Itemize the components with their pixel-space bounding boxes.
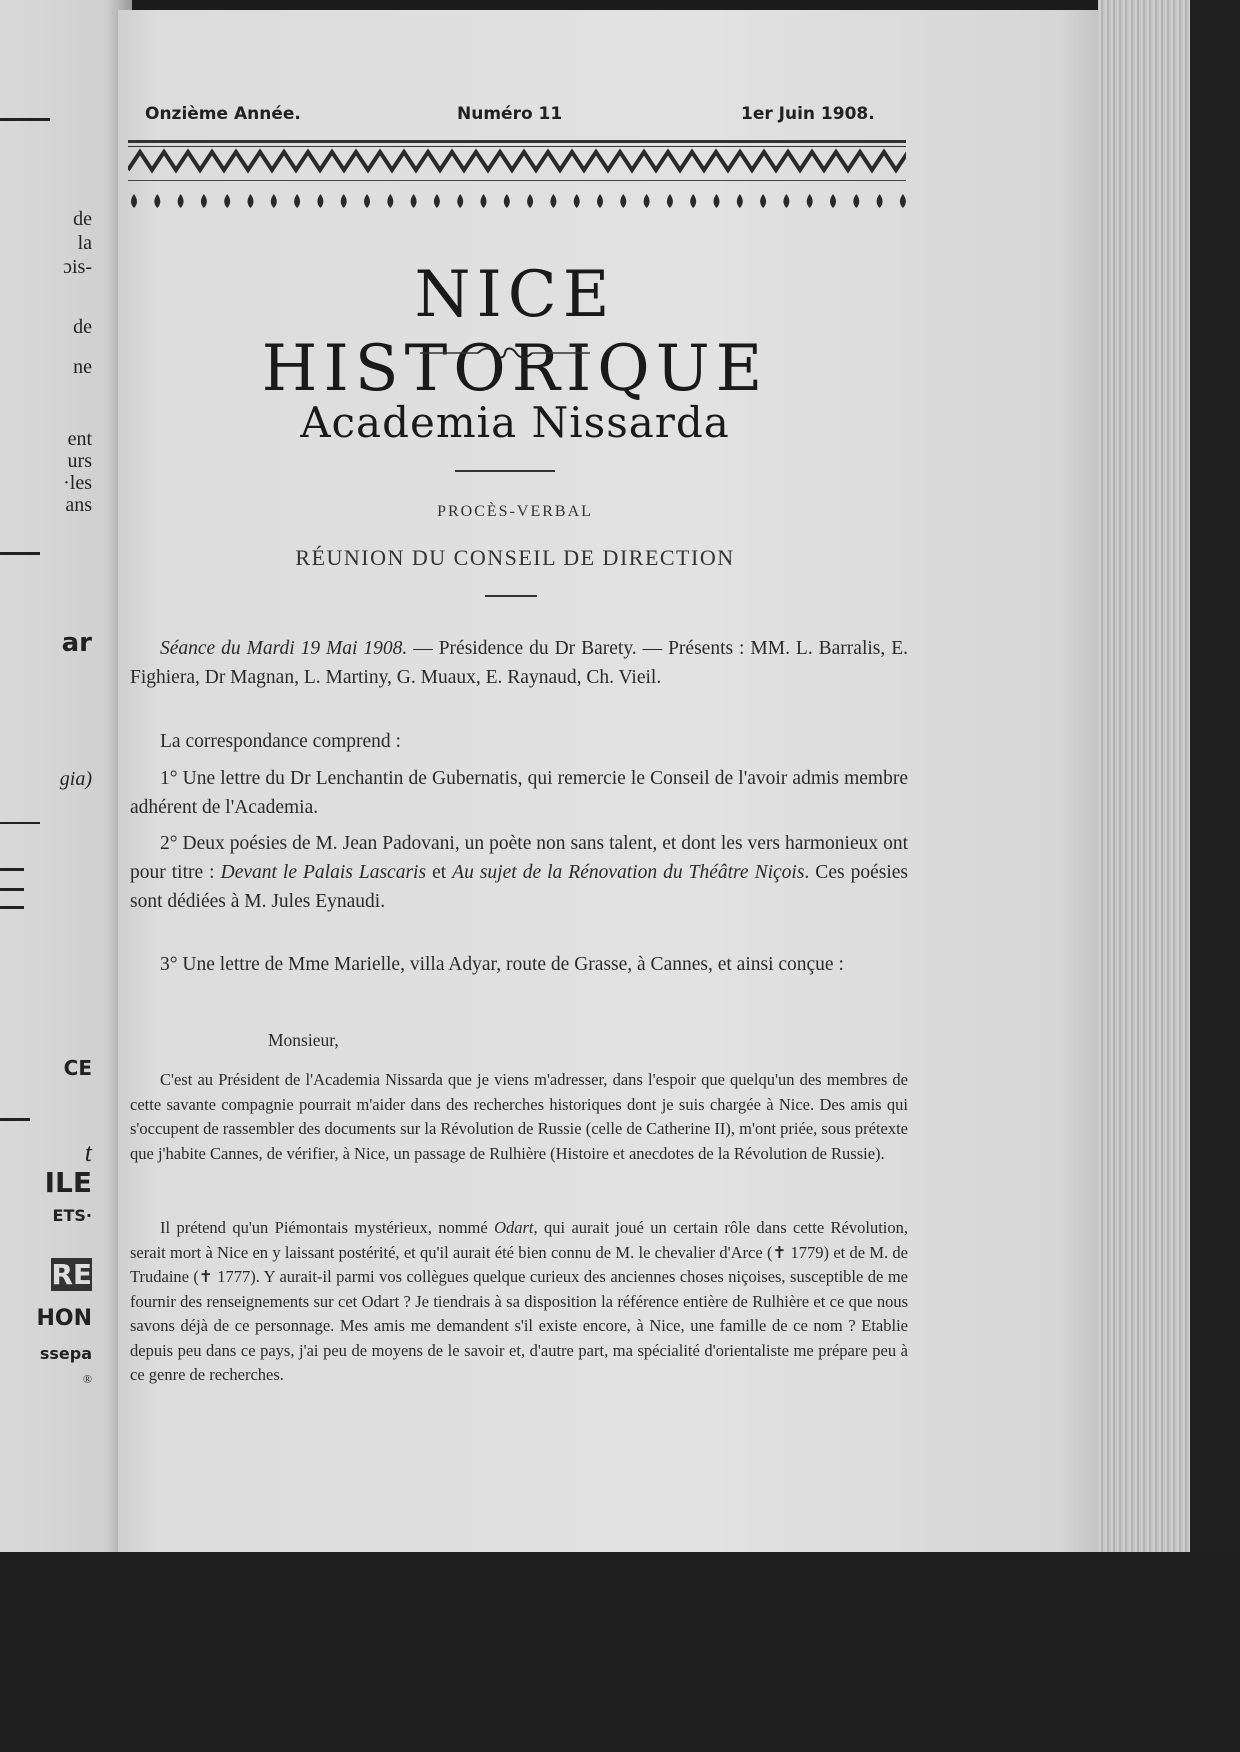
- scan-background: [0, 1552, 1240, 1752]
- drop-motif: [714, 194, 720, 208]
- section-title: Academia Nissarda: [300, 398, 730, 447]
- left-page-word: ɔis-: [63, 256, 92, 278]
- left-page-word: ent: [67, 428, 92, 450]
- drop-motif: [341, 194, 347, 208]
- left-page-word: ssepa: [39, 1344, 92, 1363]
- left-page-rule: [0, 906, 24, 909]
- drop-motif: [387, 194, 393, 208]
- drop-motif: [271, 194, 277, 208]
- left-page-word: ans: [65, 494, 92, 516]
- meeting-rule: [485, 595, 537, 597]
- left-page-word: ETS·: [52, 1206, 92, 1225]
- drop-motif: [178, 194, 184, 208]
- book-binding: [1190, 0, 1240, 1752]
- letter-text: , qui aurait joué un certain rôle dans cette Révolution, serait mort à Nice en y laissant postérité, et qu'il aurait été bien connu de M. le chevalier d'Arce (✝ 1779) et de M. de Trudaine (✝ 1777). Y aurait-il parmi vos collègues quelque curieux des anciennes choses niçoises, susceptible de me fournir des renseignements sur cet Odart ? Je tiendrais à sa disposition la référence entière de Rulhière et ce que nous savons déjà de ce personnage. Mes amis me demandent s'il existe encore, à Nice, une famille de ce nom ? Etablie depuis peu dans ce pays, j'ai peu de moyens de le savoir et, d'autre part, ma spécialité d'orientaliste me prépare peu à ce genre de recherches.: [130, 1218, 908, 1384]
- letter-paragraph-1: C'est au Président de l'Academia Nissarda que je viens m'adresser, dans l'espoir que quelqu'un des membres de cette savante compagnie pourrait m'aider dans des recherches historiques dont je suis chargée à Nice. Des amis qui s'occupent de rassembler des documents sur la Révolution de Russie (celle de Catherine II), m'ont priée, sous prétexte que j'habite Cannes, de vérifier, à Nice, un passage de Rulhière (Histoire et anecdotes de la Révolution de Russie).: [130, 1070, 909, 1163]
- left-page-word: la: [77, 232, 92, 254]
- left-page-word: CE: [63, 1056, 92, 1080]
- left-page-word: urs: [67, 450, 92, 472]
- item-2-text: 2° Deux poésies de M. Jean Padovani, un poète non sans talent, et dont les vers harmonieux ont pour titre :: [130, 833, 908, 883]
- item-2-text: et: [426, 862, 453, 883]
- issue-date: 1er Juin 1908.: [741, 104, 875, 124]
- drop-motif: [690, 194, 696, 208]
- drop-motif: [364, 194, 370, 208]
- poem-title-1: Devant le Palais Lascaris: [220, 862, 427, 883]
- drop-motif: [574, 194, 580, 208]
- left-page-word: RE: [51, 1258, 92, 1291]
- drop-motif: [550, 194, 556, 208]
- journal-title: NICE HISTORIQUE: [261, 258, 769, 406]
- left-page-rule: [0, 868, 24, 871]
- correspondance-item-2: [130, 829, 908, 916]
- drop-motif: [201, 194, 207, 208]
- title-rule: [455, 470, 555, 472]
- correspondance-intro: La correspondance comprend :: [160, 731, 401, 752]
- zigzag-pattern: [128, 152, 906, 170]
- drop-motif: [644, 194, 650, 208]
- drop-motif: [597, 194, 603, 208]
- left-page-rule: [0, 1118, 30, 1121]
- letter-paragraph-2: [130, 1216, 908, 1388]
- left-page-word: ·les: [63, 472, 92, 494]
- flourish-ornament: [420, 346, 590, 360]
- drop-motif: [481, 194, 487, 208]
- drop-motif: [527, 194, 533, 208]
- meeting-title: RÉUNION DU CONSEIL DE DIRECTION: [295, 545, 735, 570]
- seance-paragraph: [130, 634, 908, 692]
- letter-salutation: Monsieur,: [268, 1030, 339, 1050]
- left-page-word: gia): [59, 768, 92, 790]
- seance-details: — Présidence du Dr Barety. — Présents : MM. L. Barralis, E. Fighiera, Dr Magnan, L. Martiny, G. Muaux, E. Raynaud, Ch. Vieil.: [130, 638, 908, 688]
- left-page-word: ILE: [44, 1166, 92, 1199]
- issue-year: Onzième Année.: [145, 104, 301, 124]
- left-page-rule: [0, 118, 50, 121]
- previous-page-strip: [0, 0, 132, 1570]
- drop-motif: [667, 194, 673, 208]
- left-page-rule: [0, 822, 40, 824]
- item-2-text: . Ces poésies sont dédiées à M. Jules Eynaudi.: [130, 862, 908, 912]
- drop-motif: [248, 194, 254, 208]
- proces-verbal-label: PROCÈS-VERBAL: [437, 503, 593, 520]
- left-page-rule: [0, 888, 24, 891]
- drop-motif: [760, 194, 766, 208]
- poem-title-2: Au sujet de la Rénovation du Théâtre Niçois: [452, 862, 805, 883]
- left-page-word: ar: [61, 628, 92, 658]
- drop-motif: [294, 194, 300, 208]
- drop-motif: [830, 194, 836, 208]
- drop-motif: [317, 194, 323, 208]
- left-page-word: ne: [73, 356, 92, 378]
- seance-date: Séance du Mardi 19 Mai 1908.: [160, 638, 408, 659]
- drop-motif: [457, 194, 463, 208]
- left-page-word: de: [73, 316, 92, 338]
- drop-motif: [807, 194, 813, 208]
- drop-motif: [877, 194, 883, 208]
- ornamental-border: [128, 140, 906, 214]
- person-name: Odart: [494, 1218, 534, 1237]
- drop-motif: [411, 194, 417, 208]
- left-page-word: HON: [36, 1306, 92, 1331]
- correspondance-item-3: 3° Une lettre de Mme Marielle, villa Adyar, route de Grasse, à Cannes, et ainsi conçue :: [160, 954, 844, 975]
- drop-motif: [783, 194, 789, 208]
- drop-motif: [434, 194, 440, 208]
- drop-motif: [154, 194, 160, 208]
- left-page-word: t: [84, 1138, 92, 1167]
- drop-motif: [131, 194, 137, 208]
- letter-text: Il prétend qu'un Piémontais mystérieux, nommé: [160, 1218, 495, 1237]
- issue-header: [145, 104, 880, 128]
- issue-number: Numéro 11: [457, 104, 563, 124]
- drop-motif: [224, 194, 230, 208]
- drop-motif: [737, 194, 743, 208]
- drop-motif: [504, 194, 510, 208]
- left-page-word: de: [73, 208, 92, 230]
- drop-motif: [853, 194, 859, 208]
- left-page-rule: [0, 552, 40, 555]
- left-page-word: ®: [82, 1372, 92, 1386]
- drop-motif: [620, 194, 626, 208]
- drop-motif: [900, 194, 906, 208]
- correspondance-item-1: 1° Une lettre du Dr Lenchantin de Gubernatis, qui remercie le Conseil de l'avoir admis membre adhérent de l'Academia.: [130, 768, 908, 818]
